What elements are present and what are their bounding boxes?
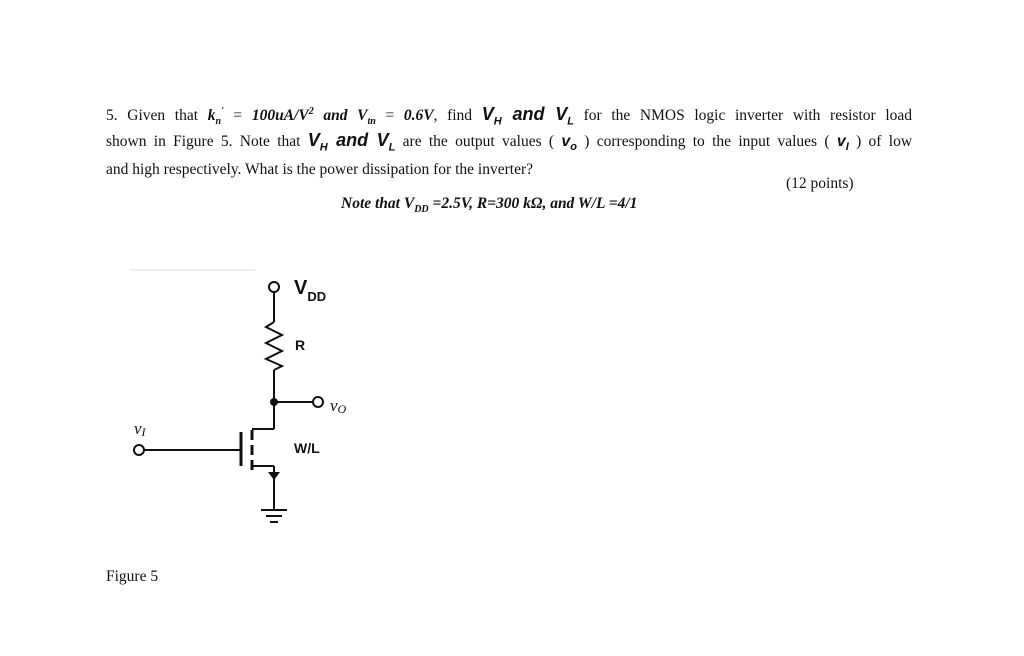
vo-symbol: $v_o$	[561, 133, 578, 154]
kn-value: $100uA/V^2$	[251, 106, 314, 125]
vl-symbol: $V_L$	[555, 104, 574, 126]
problem-line-2: shown in Figure 5. Note that $V_H$ and $V_L$ are the output values ( $v_o$ ) corresponding to the input values ( $v_I$ ) of low	[106, 130, 912, 154]
points-label: (12 points)	[786, 175, 854, 192]
problem-line-3: and high respectively. What is the power dissipation for the inverter?	[106, 161, 533, 178]
vi-terminal	[134, 445, 144, 455]
vtn-symbol: $V_{tn}$	[357, 107, 376, 126]
vi-symbol: $v_I$	[836, 133, 849, 154]
vl-symbol-2: $V_L$	[376, 130, 396, 154]
vi-label: vI	[134, 419, 146, 439]
resistor-label: R	[295, 337, 306, 353]
given-values-note: Note that $V_{DD} =2.5V$, R=300 kΩ, and W/L =4/1	[341, 195, 638, 216]
vdd-label: $V_{DD}$	[294, 277, 327, 304]
vh-symbol-2: $V_H$	[307, 130, 328, 154]
source-arrow-icon	[268, 472, 280, 480]
problem-line-1: 5. Given that $k_n' = 100uA/V^2$ and $V_{tn} = 0.6V$, find $V_H$ and $V_L$ for the NMOS logic inverter with resistor load	[106, 104, 912, 126]
resistor-r	[266, 322, 282, 370]
output-node-dot	[270, 398, 278, 406]
vtn-value: 0.6V	[403, 107, 434, 125]
vo-label: vO	[330, 396, 347, 416]
vdd-terminal	[269, 282, 279, 292]
wl-label: W/L	[294, 440, 320, 456]
vo-terminal	[313, 397, 323, 407]
kn-symbol: $k_n'$	[207, 106, 224, 126]
vh-symbol: $V_H$	[481, 104, 502, 126]
figure-caption: Figure 5	[106, 568, 159, 585]
